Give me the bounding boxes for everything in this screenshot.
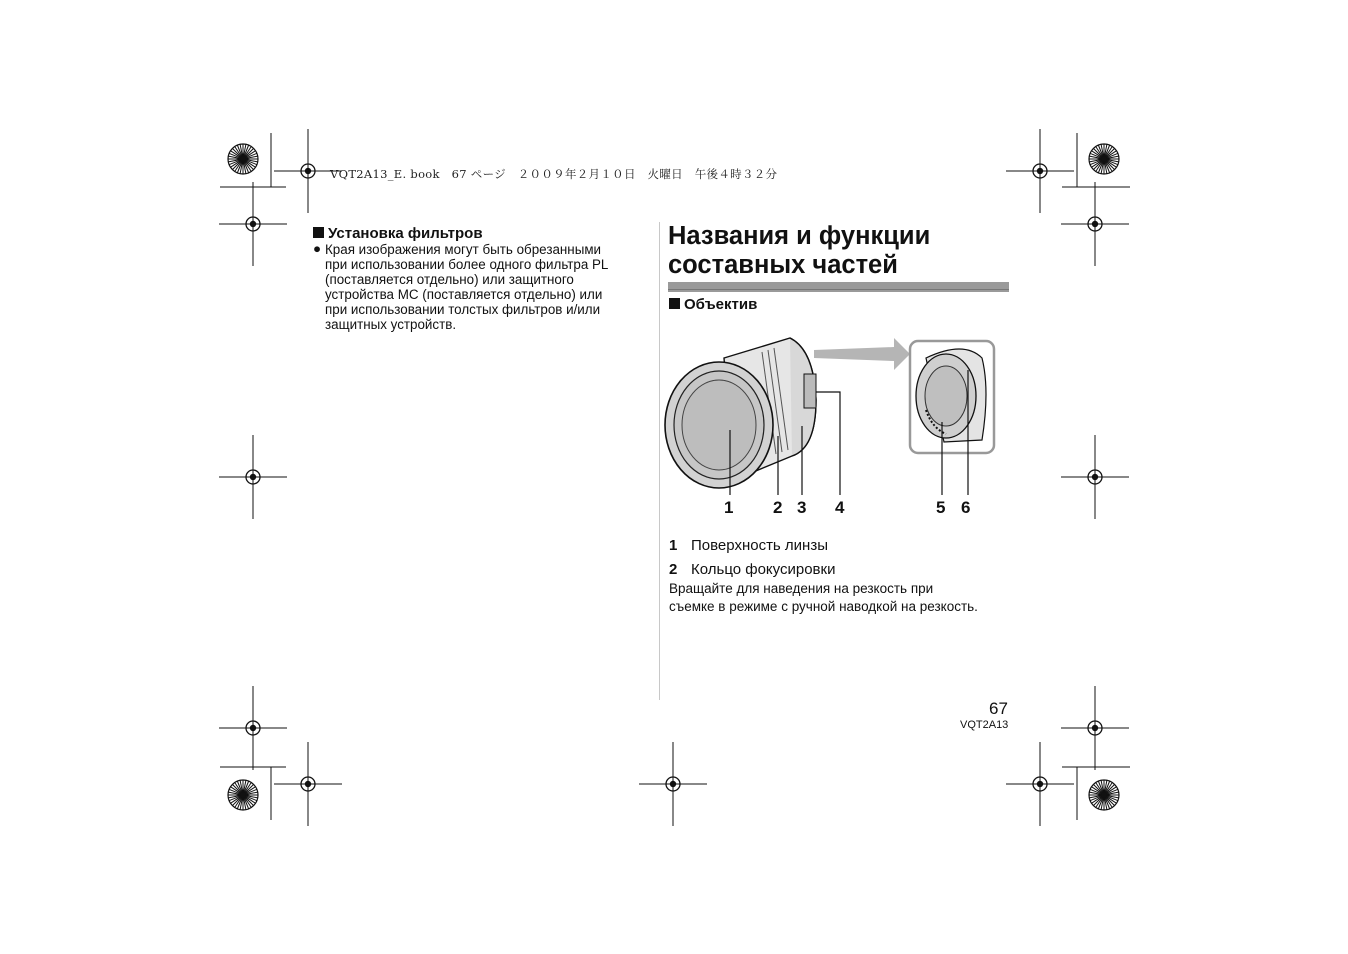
black-square-icon	[669, 298, 680, 309]
crosshair-icon	[274, 742, 342, 826]
crosshair-icon	[639, 742, 707, 826]
title-underline-bar	[668, 282, 1009, 292]
list-item: 1 Поверхность линзы	[669, 537, 828, 554]
crosshair-icon	[219, 435, 287, 519]
crosshair-icon	[219, 686, 287, 770]
crosshair-icon	[1061, 686, 1129, 770]
callout-label-1: 1	[724, 498, 734, 517]
black-square-icon	[313, 227, 324, 238]
title-underline-rule	[668, 289, 1009, 290]
crosshair-icon	[1006, 742, 1074, 826]
arrow-icon	[814, 338, 910, 370]
callout-label-6: 6	[961, 498, 971, 517]
page-number: 67	[989, 699, 1008, 718]
star-target-icon	[228, 780, 258, 810]
lens-diagram	[664, 330, 1004, 500]
callout-label-5: 5	[936, 498, 946, 517]
crosshair-icon	[1061, 435, 1129, 519]
star-target-icon	[228, 144, 258, 174]
list-item: 2 Кольцо фокусировки	[669, 561, 836, 578]
callout-label-4: 4	[835, 498, 845, 517]
crosshair-icon	[1061, 182, 1129, 266]
focus-ring-description: Вращайте для наведения на резкость при съемке в режиме с ручной наводкой на резкость.	[669, 581, 978, 614]
print-header: VQT2A13_E. book 67 ページ ２００９年２月１０日 火曜日 午後４時３２分	[330, 167, 778, 181]
filter-section-title: Установка фильтров	[313, 225, 483, 242]
lens-section-title: Объектив	[669, 296, 757, 313]
star-target-icon	[1089, 780, 1119, 810]
model-code: VQT2A13	[960, 719, 1009, 731]
callout-label-2: 2	[773, 498, 783, 517]
crosshair-icon	[219, 182, 287, 266]
lens-front-view	[665, 338, 816, 488]
bullet-dot-icon: ●	[313, 241, 322, 256]
callout-label-3: 3	[797, 498, 807, 517]
filter-note: Края изображения могут быть обрезанными при использовании более одного фильтра PL (поставляется отдельно) или защитного устройства MC (поставляется отдельно) или при использовании толстых фильтров и/или защитных устройств.	[325, 242, 609, 332]
column-divider	[659, 222, 660, 700]
crosshair-icon	[1006, 129, 1074, 213]
lens-rear-view	[910, 341, 994, 453]
page-title: Названия и функции составных частей	[668, 222, 931, 279]
star-target-icon	[1089, 144, 1119, 174]
